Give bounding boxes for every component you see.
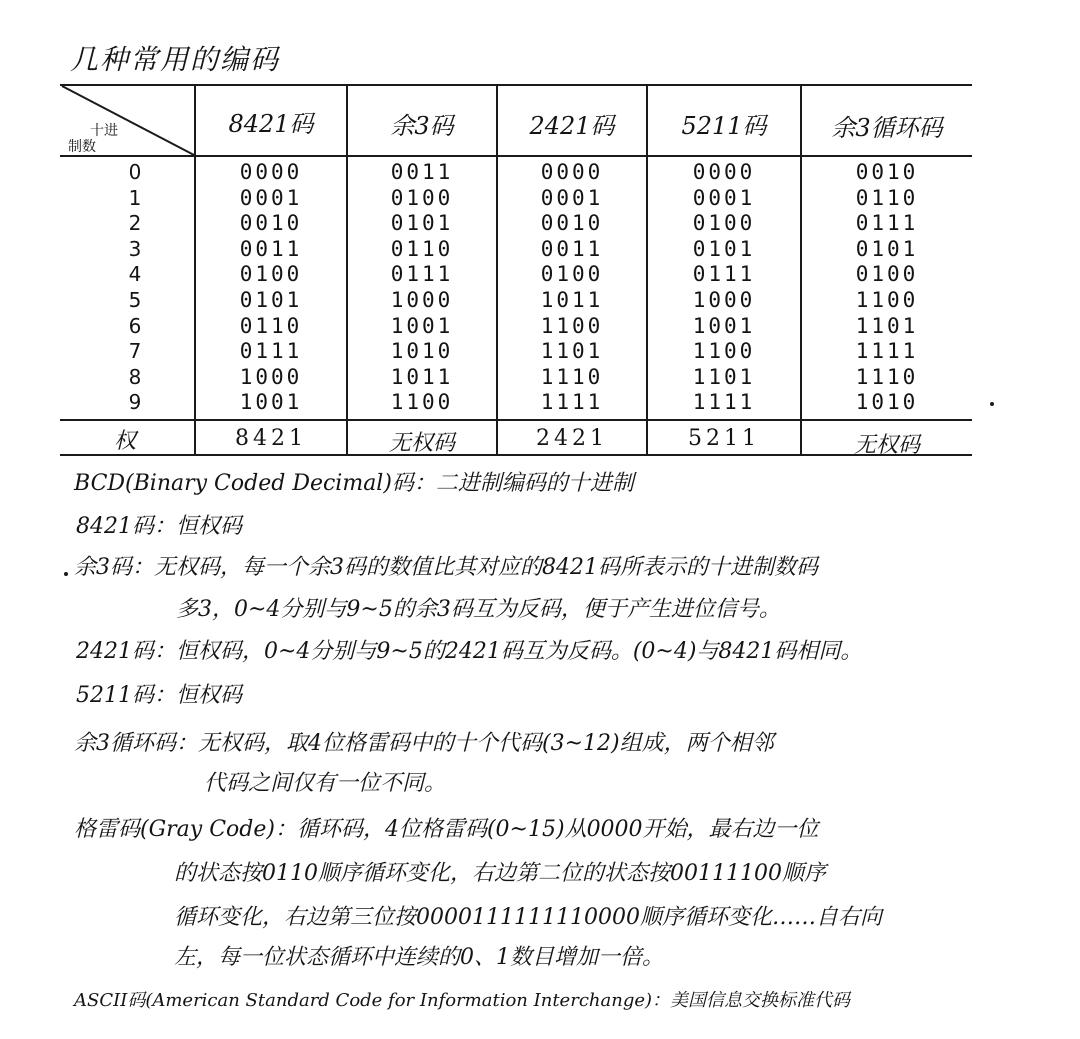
- margin-dot: [64, 572, 68, 576]
- note-excess3-cyclic-line2: 代码之间仅有一位不同。: [204, 771, 447, 796]
- table-cell: 0111: [239, 339, 303, 364]
- table-header-rule: [60, 155, 972, 157]
- table-cell: 1000: [239, 364, 303, 389]
- table-cell: 0111: [390, 262, 454, 287]
- table-cell: 0001: [239, 185, 303, 210]
- column-header-excess3: 余3码: [390, 112, 454, 140]
- table-cell: 0010: [540, 211, 604, 236]
- weight-cell: 8421: [235, 426, 307, 451]
- table-cell: 1011: [390, 364, 454, 389]
- table-cell: 1110: [855, 364, 919, 389]
- table-cell: 1100: [390, 390, 454, 415]
- table-cell: 1001: [239, 390, 303, 415]
- corner-label-top: 十进: [90, 123, 118, 139]
- column-header-excess3-cyclic: 余3循环码: [831, 114, 943, 142]
- row-digit-label: 4: [128, 262, 142, 287]
- table-cell: 0000: [692, 160, 756, 184]
- table-cell: 1001: [692, 313, 756, 338]
- table-cell: 0100: [540, 262, 604, 287]
- row-digit-label: 3: [128, 236, 142, 261]
- table-cell: 1111: [692, 390, 756, 415]
- note-gray-line1: 格雷码(Gray Code)：循环码，4位格雷码(0~15)从0000开始，最右边一位: [74, 817, 819, 842]
- note-8421: 8421码：恒权码: [76, 514, 242, 539]
- table-cell: 1010: [855, 390, 919, 415]
- table-cell: 1100: [855, 288, 919, 312]
- row-digit-label: 9: [128, 390, 142, 415]
- column-header-5211: 5211码: [681, 112, 767, 140]
- row-digit-label: 8: [128, 364, 142, 389]
- table-cell: 1000: [692, 288, 756, 312]
- column-header-2421: 2421码: [529, 112, 615, 140]
- note-5211: 5211码：恒权码: [76, 683, 242, 708]
- weight-cell: 无权码: [853, 433, 920, 458]
- table-cell: 0101: [855, 236, 919, 261]
- margin-dot: [990, 402, 994, 406]
- table-cell: 1000: [390, 288, 454, 312]
- note-gray-line3: 循环变化，右边第三位按0000111111110000顺序循环变化……自右向: [174, 905, 882, 930]
- note-gray-line2: 的状态按0110顺序循环变化，右边第二位的状态按00111100顺序: [174, 861, 826, 886]
- row-digit-label: 7: [128, 339, 142, 364]
- column-header-8421: 8421码: [228, 110, 314, 138]
- table-top-rule: [60, 84, 972, 86]
- table-cell: 0101: [390, 211, 454, 236]
- table-cell: 1101: [692, 364, 756, 389]
- table-cell: 0100: [390, 185, 454, 210]
- note-bcd: BCD(Binary Coded Decimal)码：二进制编码的十进制: [74, 471, 634, 496]
- table-cell: 0011: [390, 160, 454, 184]
- note-excess3-cyclic-line1: 余3循环码：无权码，取4位格雷码中的十个代码(3~12)组成，两个相邻: [74, 731, 774, 756]
- table-cell: 0000: [239, 160, 303, 184]
- table-cell: 0101: [692, 236, 756, 261]
- table-cell: 1011: [540, 288, 604, 312]
- note-ascii: ASCII码(American Standard Code for Information Interchange)：美国信息交换标准代码: [74, 990, 851, 1011]
- table-cell: 0010: [239, 211, 303, 236]
- table-cell: 1110: [540, 364, 604, 389]
- table-cell: 0011: [239, 236, 303, 261]
- table-cell: 0110: [855, 185, 919, 210]
- note-gray-line4: 左，每一位状态循环中连续的0、1数目增加一倍。: [174, 945, 664, 970]
- weight-label: 权: [113, 429, 140, 454]
- table-cell: 1101: [540, 339, 604, 364]
- page-title: 几种常用的编码: [70, 43, 281, 76]
- table-cell: 1101: [855, 313, 919, 338]
- table-cell: 0001: [692, 185, 756, 210]
- table-cell: 0100: [855, 262, 919, 287]
- table-cell: 0110: [390, 236, 454, 261]
- note-2421: 2421码：恒权码，0~4分别与9~5的2421码互为反码。(0~4)与8421码相同。: [76, 639, 863, 664]
- weight-cell: 2421: [536, 426, 608, 451]
- row-digit-label: 6: [128, 313, 142, 338]
- row-digit-label: 5: [128, 288, 142, 312]
- table-cell: 1111: [855, 339, 919, 364]
- weight-cell: 5211: [688, 426, 760, 451]
- note-excess3-line1: 余3码：无权码，每一个余3码的数值比其对应的8421码所表示的十进制数码: [74, 555, 818, 580]
- table-cell: 0111: [855, 211, 919, 236]
- row-digit-label: 1: [128, 185, 142, 210]
- table-cell: 0011: [540, 236, 604, 261]
- corner-label-bottom: 制数: [68, 139, 96, 155]
- code-table: [60, 84, 972, 456]
- table-cell: 0010: [855, 160, 919, 184]
- table-cell: 1100: [692, 339, 756, 364]
- table-cell: 0110: [239, 313, 303, 338]
- table-cell: 0001: [540, 185, 604, 210]
- weight-cell: 无权码: [388, 431, 455, 456]
- table-cell: 0111: [692, 262, 756, 287]
- table-cell: 0101: [239, 288, 303, 312]
- table-cell: 0100: [239, 262, 303, 287]
- row-digit-label: 2: [128, 211, 142, 236]
- note-excess3-line2: 多3，0~4分别与9~5的余3码互为反码，便于产生进位信号。: [176, 597, 781, 622]
- table-cell: 1100: [540, 313, 604, 338]
- table-cell: 1010: [390, 339, 454, 364]
- table-weight-rule: [60, 419, 972, 421]
- table-cell: 1111: [540, 390, 604, 415]
- table-cell: 0100: [692, 211, 756, 236]
- table-cell: 1001: [390, 313, 454, 338]
- row-digit-label: 0: [128, 160, 142, 184]
- table-cell: 0000: [540, 160, 604, 184]
